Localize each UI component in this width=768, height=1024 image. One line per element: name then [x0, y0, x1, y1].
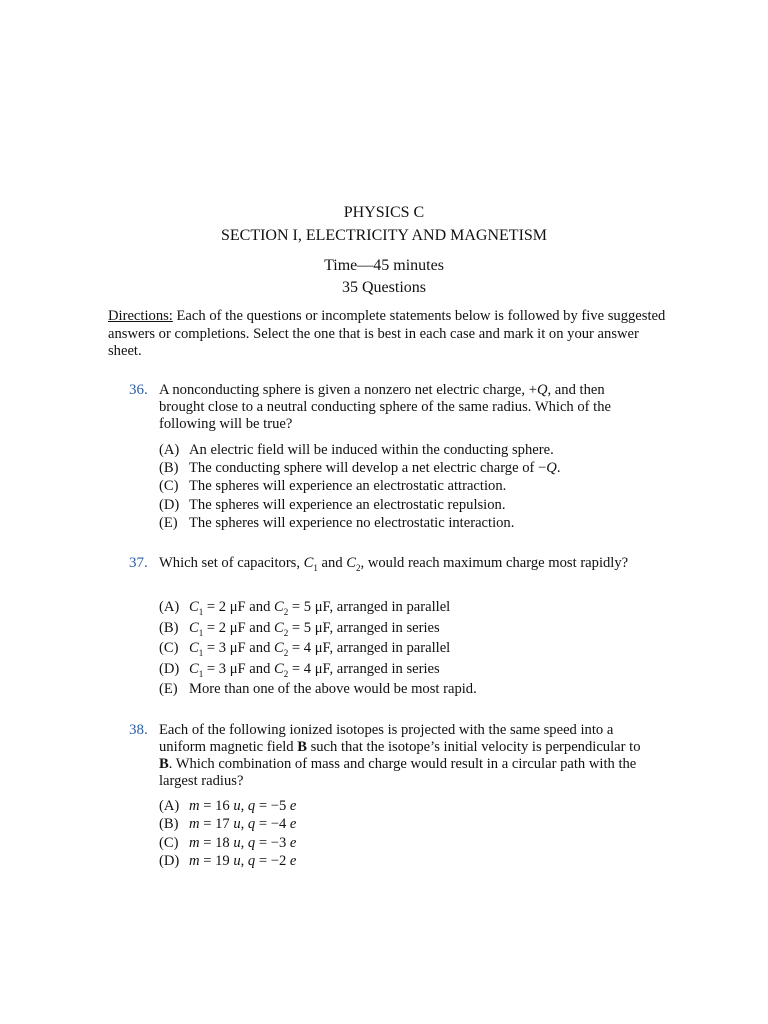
option-text: = 4 μF, arranged in parallel	[288, 640, 451, 657]
unit-variable: u	[233, 852, 241, 869]
option-text: = 18	[199, 834, 234, 851]
stem-text: Each of the following ionized isotopes is projected with the same speed into a uniform magnetic field	[159, 722, 614, 755]
charge-variable: Q	[536, 382, 548, 398]
option-b[interactable]	[159, 815, 659, 833]
option-label: (C)	[159, 834, 179, 851]
charge-variable: Q	[546, 460, 557, 477]
stem-text: Which set of capacitors,	[159, 555, 304, 571]
question-number: 36.	[129, 382, 148, 398]
option-text: ,	[240, 834, 248, 851]
option-a[interactable]	[159, 441, 659, 459]
option-c[interactable]	[159, 834, 659, 852]
option-c[interactable]	[159, 638, 659, 659]
option-text: = −5	[255, 798, 290, 814]
subscript: 1	[313, 562, 318, 573]
mass-variable: m	[189, 834, 200, 851]
capacitor-variable: C	[274, 660, 284, 677]
unit-variable: e	[289, 798, 297, 814]
stem-text: , and then brought close to a neutral conducting sphere of the same radius. Which of the following will be true?	[159, 382, 611, 432]
question-stem	[159, 722, 649, 790]
option-text: .	[556, 460, 561, 477]
option-text: = −2	[255, 852, 290, 869]
capacitor-variable: C	[303, 555, 314, 571]
option-label: (E)	[159, 514, 178, 531]
capacitor-variable: C	[189, 619, 199, 636]
option-a[interactable]	[159, 797, 659, 815]
option-text: = 2 μF and	[203, 619, 275, 636]
option-c[interactable]	[159, 477, 659, 495]
option-label: (B)	[159, 460, 179, 477]
option-text: The spheres will experience an electrostatic attraction.	[189, 478, 507, 495]
stem-text: and	[317, 555, 347, 571]
option-d[interactable]	[159, 852, 659, 870]
capacitor-variable: C	[274, 640, 284, 657]
option-text: The spheres will experience an electrostatic repulsion.	[189, 496, 506, 513]
option-a[interactable]	[159, 597, 659, 618]
time-limit: Time—45 minutes	[324, 257, 444, 274]
option-text: = 16	[199, 798, 234, 814]
directions-label: Directions:	[108, 308, 173, 324]
field-variable: B	[159, 756, 169, 772]
option-label: (D)	[159, 496, 180, 513]
option-text: An electric field will be induced within the conducting sphere.	[189, 442, 554, 458]
subscript: 2	[283, 606, 289, 617]
subscript: 1	[198, 648, 204, 659]
subscript: 2	[356, 562, 361, 573]
option-label: (E)	[159, 681, 178, 698]
exam-title: PHYSICS C	[343, 204, 425, 221]
option-d[interactable]	[159, 659, 659, 680]
directions-text: Each of the questions or incomplete statements below is followed by five suggested answers or completions. Select the one that is best in each case and mark it on your answer sheet.	[108, 308, 666, 359]
option-e[interactable]	[159, 514, 659, 532]
subscript: 2	[283, 627, 289, 638]
unit-variable: e	[289, 816, 297, 833]
option-b[interactable]	[159, 618, 659, 639]
section-title: SECTION I, ELECTRICITY AND MAGNETISM	[220, 227, 548, 244]
option-text: The spheres will experience no electrostatic interaction.	[189, 514, 515, 531]
answer-options	[159, 797, 659, 870]
option-label: (A)	[159, 798, 180, 814]
unit-variable: u	[233, 816, 241, 833]
subscript: 2	[283, 648, 289, 659]
option-text: The conducting sphere will develop a net electric charge of −	[189, 460, 547, 477]
capacitor-variable: C	[189, 640, 199, 657]
option-label: (A)	[159, 442, 180, 458]
option-text: = −4	[255, 816, 290, 833]
option-text: = 3 μF and	[203, 660, 275, 677]
option-text: = 3 μF and	[203, 640, 275, 657]
stem-text: , would reach maximum charge most rapidly?	[360, 555, 629, 571]
option-text: ,	[240, 816, 248, 833]
option-label: (D)	[159, 660, 180, 677]
question-number: 38.	[129, 722, 148, 738]
option-d[interactable]	[159, 496, 659, 514]
answer-options	[159, 441, 659, 532]
stem-text: such that the isotope’s initial velocity is perpendicular to	[306, 739, 641, 755]
subscript: 2	[283, 668, 289, 679]
option-label: (A)	[159, 599, 180, 615]
question-number: 37.	[129, 555, 148, 571]
charge-variable: q	[247, 852, 256, 869]
capacitor-variable: C	[274, 599, 284, 615]
option-label: (C)	[159, 478, 179, 495]
option-text: = 5 μF, arranged in series	[288, 619, 440, 636]
mass-variable: m	[189, 816, 200, 833]
option-text: = 4 μF, arranged in series	[288, 660, 440, 677]
stem-text: . Which combination of mass and charge would result in a circular path with the largest radius?	[159, 756, 637, 789]
option-text: = 17	[199, 816, 234, 833]
question-stem	[159, 554, 649, 573]
subscript: 1	[198, 668, 204, 679]
option-text: = 2 μF and	[203, 599, 275, 615]
unit-variable: u	[233, 798, 241, 814]
stem-text: A nonconducting sphere is given a nonzero net electric charge, +	[159, 382, 537, 398]
option-text: More than one of the above would be most rapid.	[189, 681, 477, 698]
unit-variable: e	[289, 834, 297, 851]
option-e[interactable]	[159, 679, 659, 700]
charge-variable: q	[247, 816, 256, 833]
unit-variable: u	[233, 834, 241, 851]
option-label: (B)	[159, 619, 179, 636]
capacitor-variable: C	[346, 555, 357, 571]
capacitor-variable: C	[274, 619, 284, 636]
question-count: 35 Questions	[342, 279, 426, 296]
subscript: 1	[198, 627, 204, 638]
field-variable: B	[297, 739, 307, 755]
option-label: (D)	[159, 852, 180, 869]
unit-variable: e	[289, 852, 297, 869]
option-text: ,	[240, 798, 248, 814]
question-stem	[159, 382, 649, 433]
subscript: 1	[198, 606, 204, 617]
directions	[108, 308, 668, 361]
capacitor-variable: C	[189, 660, 199, 677]
option-text: = −3	[255, 834, 290, 851]
option-text: = 19	[199, 852, 234, 869]
mass-variable: m	[189, 852, 200, 869]
capacitor-variable: C	[189, 599, 199, 615]
mass-variable: m	[189, 798, 200, 814]
option-text: = 5 μF, arranged in parallel	[288, 599, 451, 615]
charge-variable: q	[247, 798, 256, 814]
option-label: (B)	[159, 816, 179, 833]
charge-variable: q	[247, 834, 256, 851]
option-b[interactable]	[159, 459, 659, 477]
answer-options	[159, 597, 659, 700]
option-text: ,	[240, 852, 248, 869]
option-label: (C)	[159, 640, 179, 657]
